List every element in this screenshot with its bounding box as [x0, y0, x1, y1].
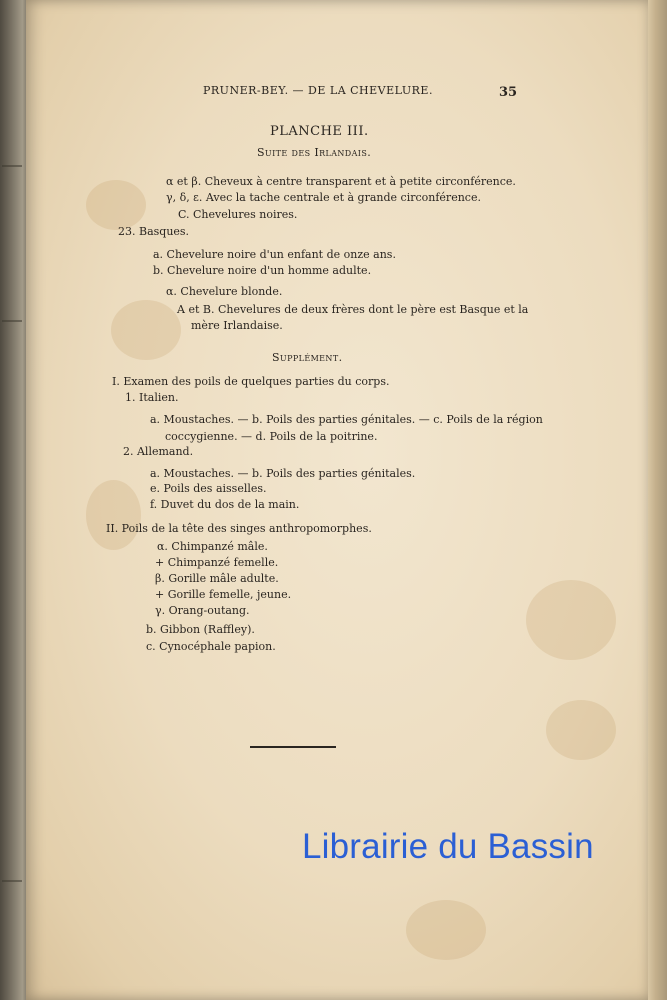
section-heading: 23. Basques. — [118, 225, 190, 238]
entry-line: γ, δ, ε. Avec la tache centrale et à grande circonférence. — [166, 191, 481, 204]
gutter-mark — [2, 880, 22, 882]
entry-line: e. Poils des aisselles. — [150, 482, 267, 495]
foxing-stain — [526, 580, 616, 660]
section-heading: I. Examen des poils de quelques parties du corps. — [112, 375, 390, 388]
gutter-mark — [2, 320, 22, 322]
page-number: 35 — [499, 85, 518, 100]
entry-line: a. Moustaches. — b. Poils des parties génitales. — c. Poils de la région — [150, 413, 543, 426]
entry-line: mère Irlandaise. — [191, 319, 283, 332]
entry-line: + Gorille femelle, jeune. — [155, 588, 292, 601]
planche-title: PLANCHE III. — [270, 124, 369, 139]
entry-line: + Chimpanzé femelle. — [155, 556, 279, 569]
supplement-heading: Supplément. — [272, 351, 343, 364]
subsection-heading: 1. Italien. — [125, 391, 179, 404]
entry-line: β. Gorille mâle adulte. — [155, 572, 279, 585]
foxing-stain — [546, 700, 616, 760]
foxing-stain — [86, 480, 141, 550]
entry-line: b. Gibbon (Raffley). — [146, 623, 255, 636]
gutter-mark — [2, 165, 22, 167]
entry-line: coccygienne. — d. Poils de la poitrine. — [165, 430, 378, 443]
entry-line: a. Moustaches. — b. Poils des parties génitales. — [150, 467, 416, 480]
entry-line: A et B. Chevelures de deux frères dont le père est Basque et la — [177, 303, 529, 316]
planche-subtitle: Suite des Irlandais. — [257, 146, 372, 159]
entry-line: b. Chevelure noire d'un homme adulte. — [153, 264, 372, 277]
page-edge — [648, 0, 667, 1000]
end-rule — [250, 746, 336, 748]
foxing-stain — [111, 300, 181, 360]
entry-line: a. Chevelure noire d'un enfant de onze ans. — [153, 248, 396, 261]
foxing-stain — [406, 900, 486, 960]
entry-line: C. Chevelures noires. — [178, 208, 298, 221]
watermark-text: Librairie du Bassin — [302, 827, 594, 866]
entry-line: α. Chimpanzé mâle. — [157, 540, 268, 553]
section-heading: II. Poils de la tête des singes anthropomorphes. — [106, 522, 372, 535]
entry-line: α. Chevelure blonde. — [166, 285, 283, 298]
subsection-heading: 2. Allemand. — [123, 445, 194, 458]
running-header: PRUNER-BEY. — DE LA CHEVELURE. — [203, 84, 433, 97]
entry-line: c. Cynocéphale papion. — [146, 640, 276, 653]
entry-line: α et β. Cheveux à centre transparent et à petite circonférence. — [166, 175, 516, 188]
entry-line: f. Duvet du dos de la main. — [150, 498, 300, 511]
entry-line: γ. Orang-outang. — [155, 604, 250, 617]
foxing-stain — [86, 180, 146, 230]
